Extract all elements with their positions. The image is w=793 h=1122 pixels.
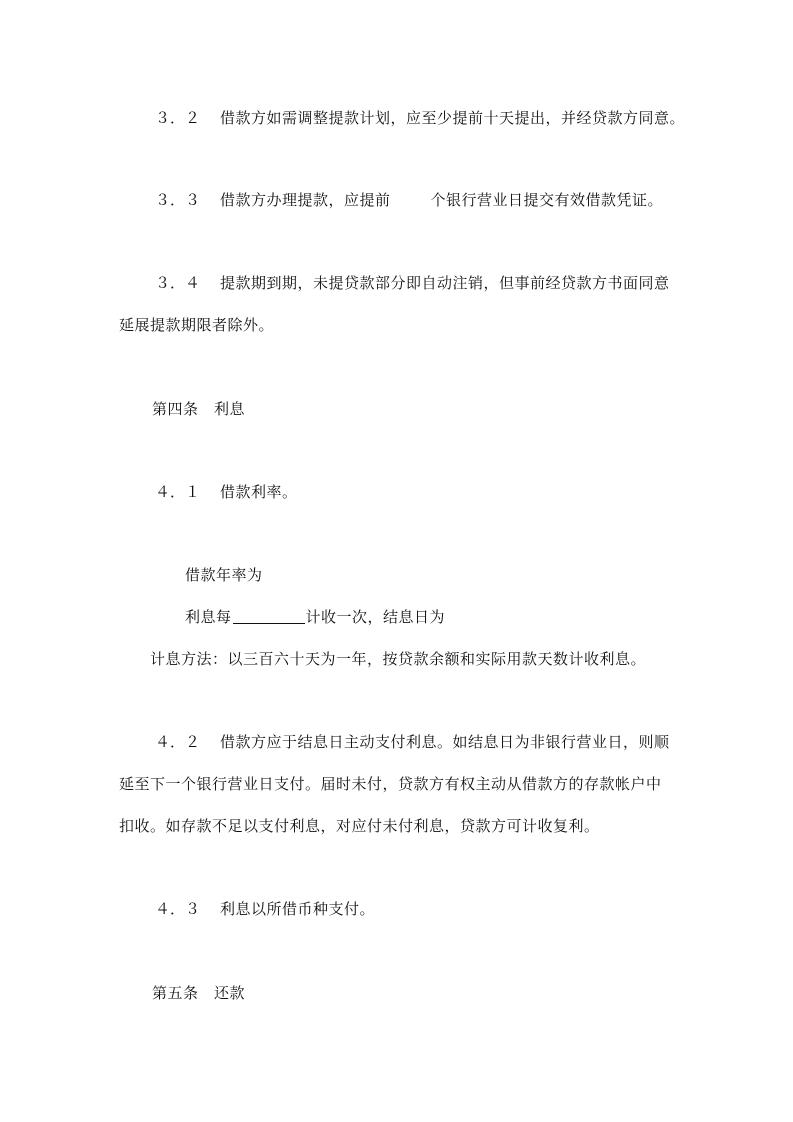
clause-text: 借款方如需调整提款计划，应至少提前十天提出，并经贷款方同意。	[220, 109, 686, 127]
clause-4-2	[155, 731, 670, 753]
clause-number: ４．１	[155, 483, 201, 501]
blank-field	[233, 607, 305, 624]
clause-4-2-line3: 扣收。如存款不足以支付利息，对应付未付利息，贷款方可计收复利。	[119, 817, 600, 835]
clause-number: ４．２	[155, 733, 201, 751]
interest-method-line: 计息方法：以三百六十天为一年，按贷款余额和实际用款天数计收利息。	[150, 650, 647, 668]
clause-4-3	[155, 898, 375, 920]
clause-text: 个银行营业日提交有效借款凭证。	[430, 191, 664, 209]
clause-text: 借款利率。	[220, 483, 298, 501]
clause-3-2	[155, 107, 685, 129]
clause-text: 提款期到期，未提贷款部分即自动注销，但事前经贷款方书面同意	[220, 274, 670, 292]
article-4-heading: 第四条 利息	[152, 400, 246, 418]
clause-3-4-continued	[119, 314, 274, 336]
clause-text: 利息以所借币种支付。	[220, 900, 376, 918]
clause-text: 借款方办理提款，应提前	[220, 191, 391, 209]
interest-period-line	[185, 606, 445, 628]
clause-number: ４．３	[155, 900, 201, 918]
clause-3-3	[155, 189, 663, 211]
article-5-heading: 第五条 还款	[152, 984, 246, 1002]
clause-4-2-line2: 延至下一个银行营业日支付。届时未付，贷款方有权主动从借款方的存款帐户中	[119, 775, 662, 793]
clause-number: ３．２	[155, 109, 201, 127]
clause-number: ３．３	[155, 191, 201, 209]
clause-text: 借款方应于结息日主动支付利息。如结息日为非银行营业日，则顺	[220, 733, 670, 751]
interest-text: 利息每	[185, 608, 232, 626]
clause-3-4	[155, 272, 670, 294]
clause-number: ３．４	[155, 274, 201, 292]
clause-text: 延展提款期限者除外。	[119, 316, 275, 334]
annual-rate-line: 借款年率为	[185, 566, 263, 584]
interest-text: 计收一次，结息日为	[305, 608, 446, 626]
clause-4-1	[155, 481, 298, 503]
